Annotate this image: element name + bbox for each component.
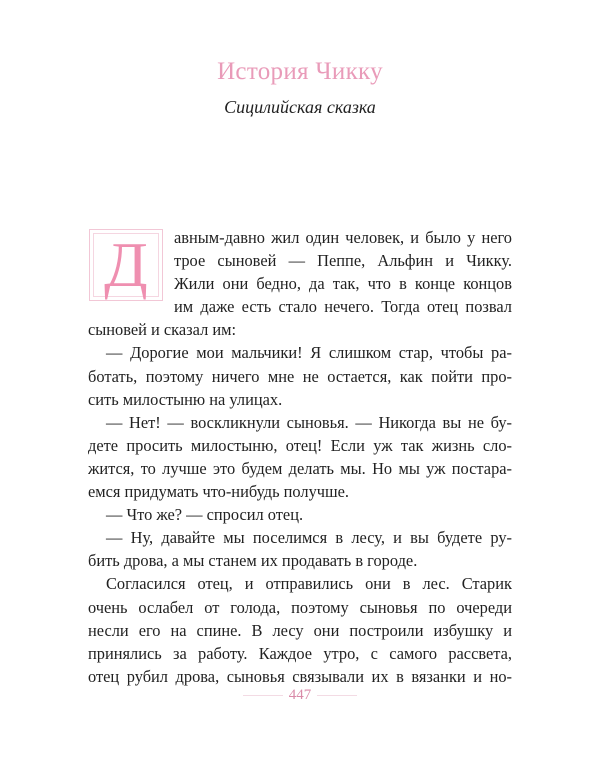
text-line: ботать, поэтому ничего мне не остается, как пойти про- <box>88 366 512 386</box>
text-line: — Ну, давайте мы поселимся в лесу, и вы будете ру- <box>106 528 512 548</box>
text-line: трое сыновей — Пеппе, Альфин и Чикку. <box>174 251 512 271</box>
text-line: принялись за работу. Каждое утро, с самого рассвета, <box>88 643 512 663</box>
text-line: — Нет! — воскликнули сыновья. — Никогда вы не бу- <box>106 412 512 432</box>
text-line: сить милостыню на улицах. <box>88 389 283 409</box>
text-line: авным-давно жил один человек, и было у него <box>174 228 512 247</box>
text-line: — Что же? — спросил отец. <box>106 505 304 525</box>
text-line: несли его на спине. В лесу они построили избушку и <box>88 620 512 640</box>
text-line: очень ослабел от голода, поэтому сыновья по очереди <box>88 597 512 617</box>
story-title: История Чикку <box>217 58 383 85</box>
text-line: — Дорогие мои мальчики! Я слишком стар, чтобы ра- <box>106 343 512 363</box>
text-line: бить дрова, а мы станем их продавать в городе. <box>88 551 418 571</box>
drop-cap-letter: Д <box>104 229 148 300</box>
text-line: отец рубил дрова, сыновья связывали их в вязанки и но- <box>88 666 512 686</box>
text-line: жится, то лучше это будем делать мы. Но мы уж постара- <box>88 458 512 478</box>
body-text <box>88 226 512 688</box>
text-line: им даже есть стало нечего. Тогда отец позвал <box>174 297 512 317</box>
text-line: сыновей и сказал им: <box>88 320 237 340</box>
story-subtitle: Сицилийская сказка <box>224 97 376 117</box>
text-line: Согласился отец, и отправились они в лес. Старик <box>106 574 512 594</box>
text-line: емся придумать что-нибудь получше. <box>88 482 349 502</box>
text-line: дете просить милостыню, отец! Если уж так жизнь сло- <box>88 435 512 455</box>
page-number: 447 <box>0 687 600 704</box>
text-line: Жили они бедно, да так, что в конце концов <box>174 274 512 294</box>
